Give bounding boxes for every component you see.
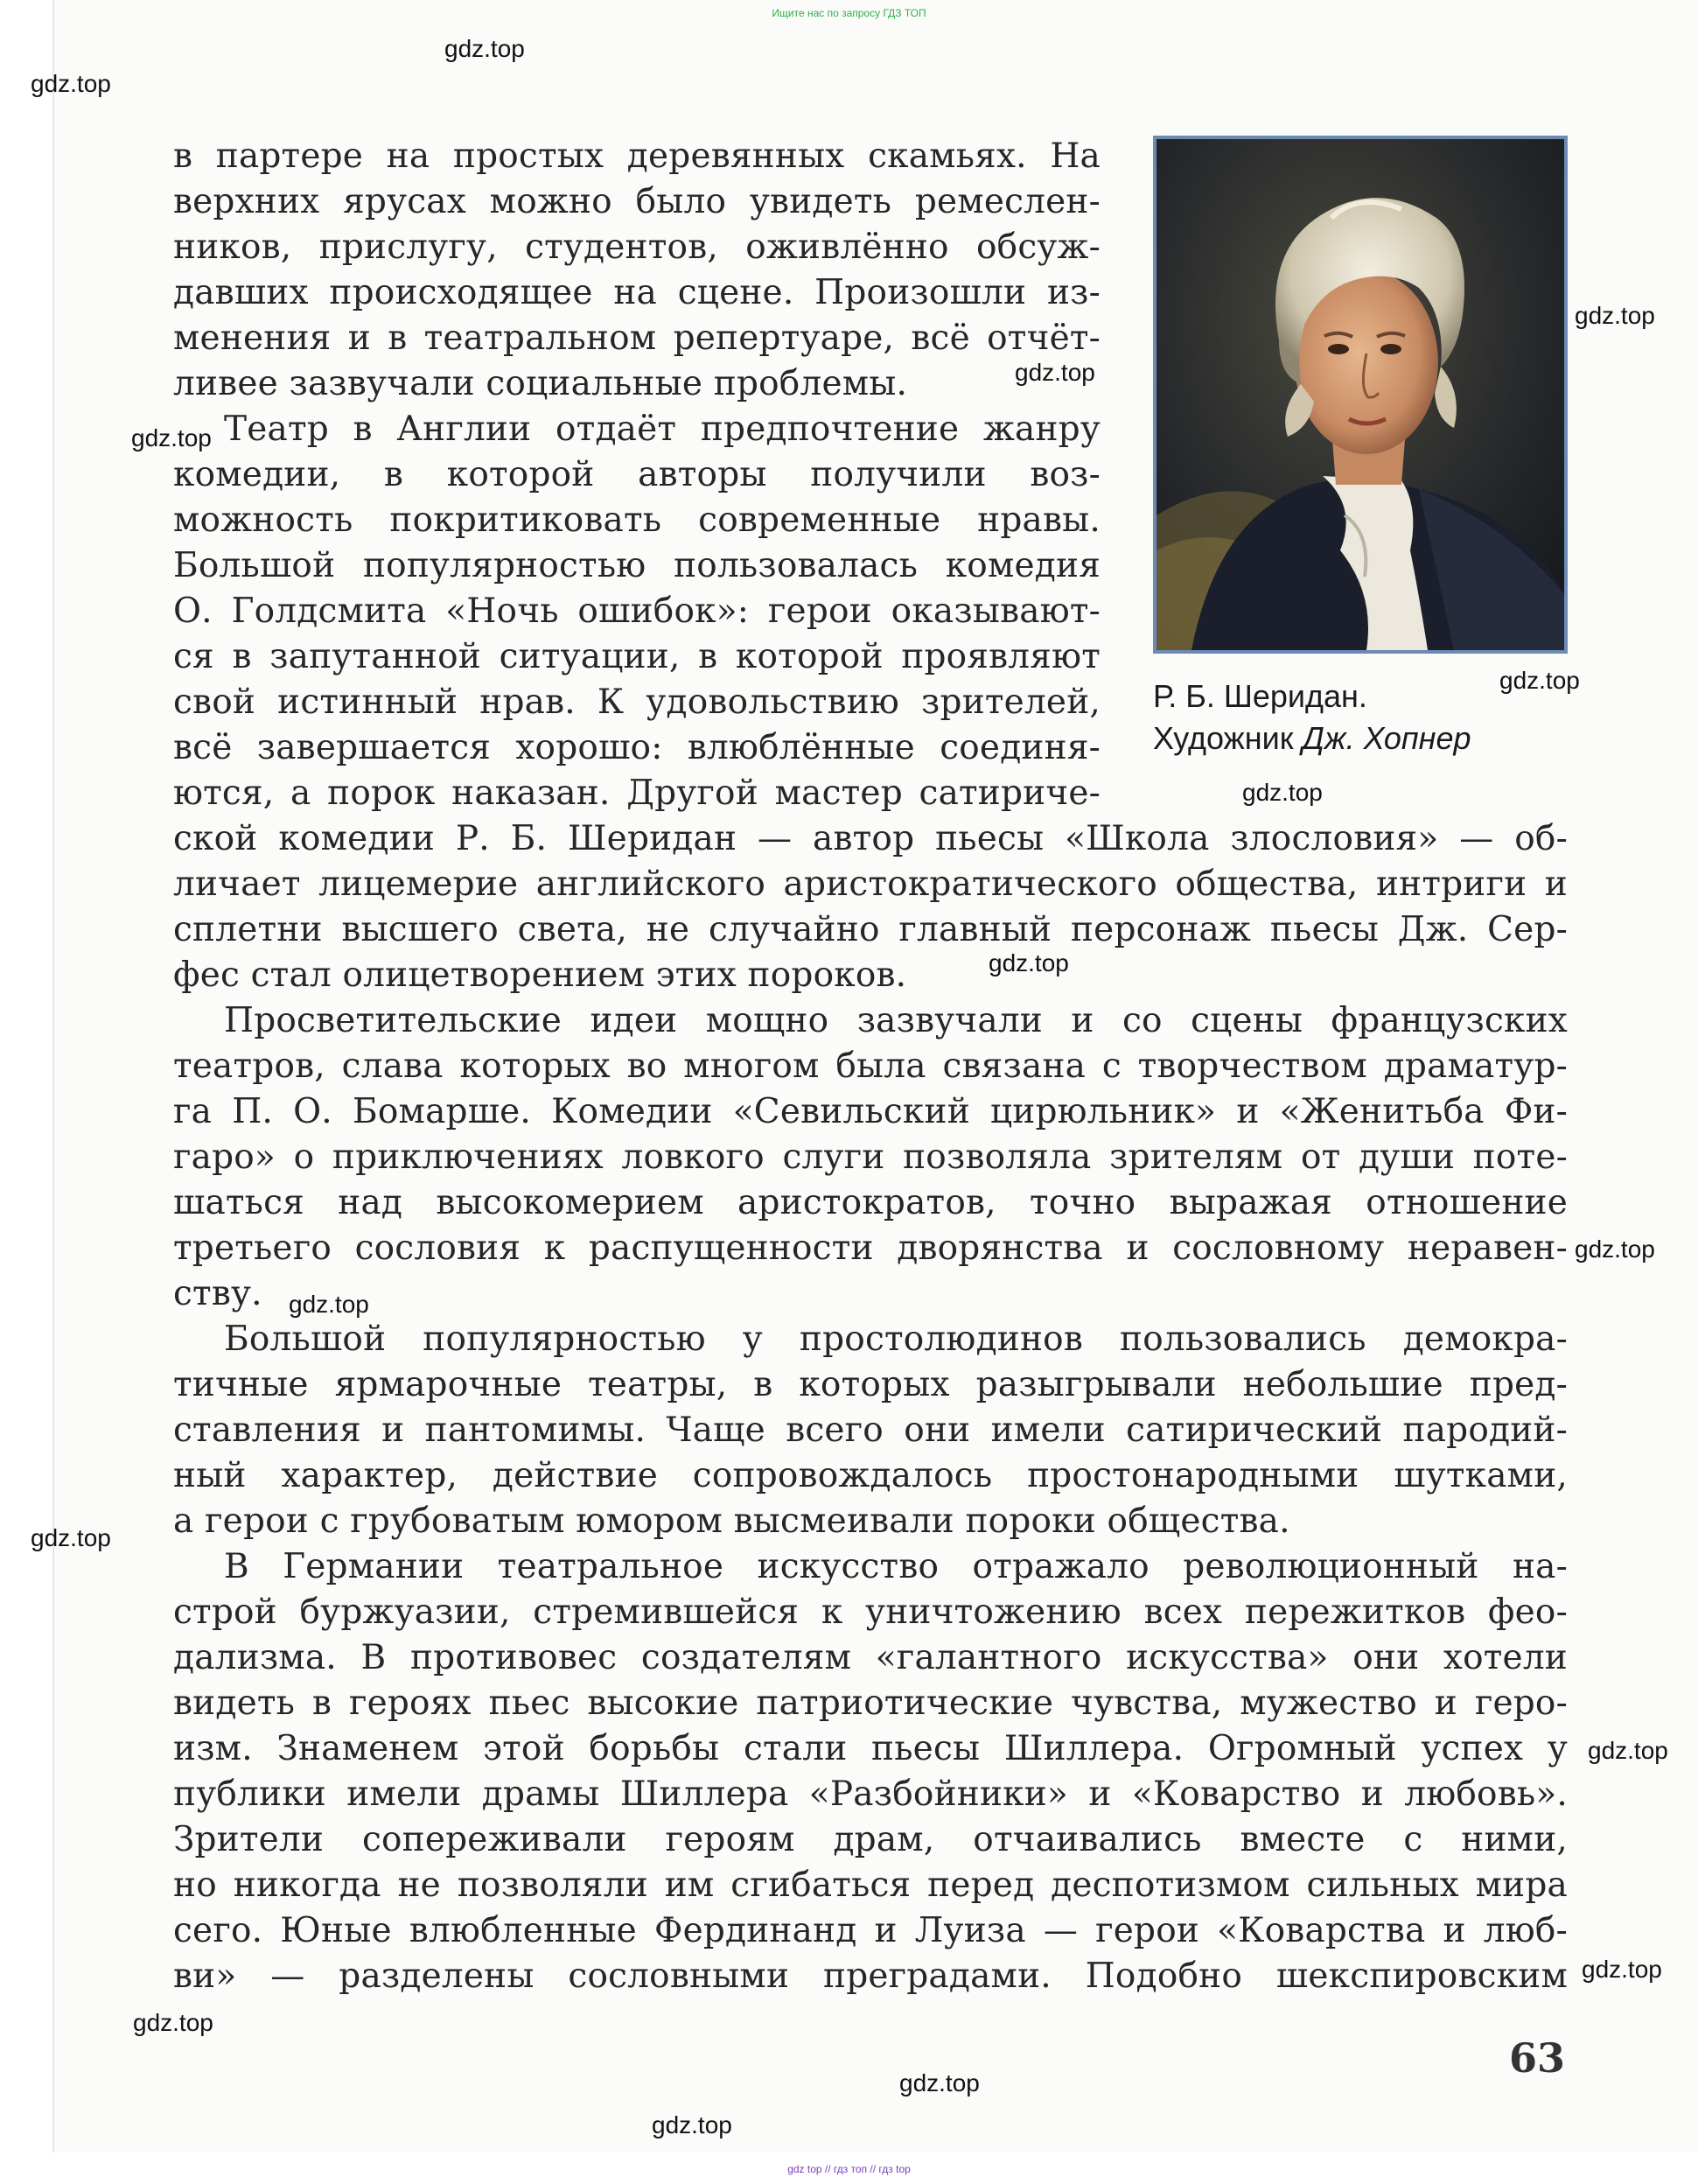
text-line: а герои с грубоватым юмором высмеивали пороки общества.	[173, 1502, 1290, 1541]
text-line: гаро» о приключениях ловкого слуги позволяла зрителям от души поте-	[173, 1138, 1568, 1177]
footer-note: gdz top // гдз топ // гдз top	[787, 2163, 911, 2175]
watermark: gdz.top	[989, 949, 1069, 976]
watermark: gdz.top	[31, 70, 111, 97]
text-line: ставления и пантомимы. Чаще всего они имели сатирический пародий-	[173, 1410, 1568, 1450]
text-line: шаться над высокомерием аристократов, точно выражая отношение	[173, 1183, 1568, 1222]
caption-prefix: Художник	[1153, 720, 1303, 756]
watermark: gdz.top	[444, 35, 525, 62]
text-line: ской комедии Р. Б. Шеридан — автор пьесы «Школа злословия» — об-	[173, 819, 1568, 858]
watermark: gdz.top	[1588, 1737, 1668, 1764]
page-number: 63	[1509, 2034, 1566, 2082]
text-line: ливее зазвучали социальные проблемы.	[173, 364, 908, 403]
watermark: gdz.top	[131, 424, 212, 452]
watermark: gdz.top	[899, 2069, 980, 2096]
text-line: публики имели драмы Шиллера «Разбойники» и «Коварство и любовь».	[173, 1774, 1568, 1814]
text-line: сего. Юные влюбленные Фердинанд и Луиза — герои «Коварства и люб-	[173, 1911, 1568, 1950]
portrait-painting	[1156, 139, 1564, 650]
text-line: видеть в героях пьес высокие патриотические чувства, мужество и геро-	[173, 1684, 1568, 1723]
header-note: Ищите нас по запросу ГДЗ ТОП	[772, 7, 926, 19]
text-line: Театр в Англии отдаёт предпочтение жанру	[224, 410, 1101, 449]
text-line: Просветительские идеи мощно зазвучали и со сцены французских	[224, 1001, 1568, 1040]
text-line: Большой популярностью пользовалась комедия	[173, 546, 1101, 585]
text-line: верхних ярусах можно было увидеть ремеслен-	[173, 182, 1101, 221]
text-line: давших происходящее на сцене. Произошли из-	[173, 273, 1101, 312]
text-line: ный характер, действие сопровождалось простонародными шутками,	[173, 1456, 1568, 1495]
text-line: театров, слава которых во многом была связана с творчеством драматур-	[173, 1046, 1568, 1086]
watermark: gdz.top	[1242, 779, 1323, 806]
text-line: можность покритиковать современные нравы.	[173, 500, 1101, 540]
text-line: ются, а порок наказан. Другой мастер сатириче-	[173, 774, 1101, 813]
portrait-caption-line2	[1153, 720, 1471, 757]
text-line: дализма. В противовес создателям «галантного искусства» они хотели	[173, 1638, 1568, 1677]
text-line: строй буржуазии, стремившейся к уничтожению всех пережитков фео-	[173, 1592, 1568, 1632]
watermark: gdz.top	[652, 2111, 732, 2138]
text-line: фес стал олицетворением этих пороков.	[173, 956, 907, 995]
text-line: комедии, в которой авторы получили воз-	[173, 455, 1101, 494]
watermark: gdz.top	[31, 1524, 111, 1551]
text-line: в партере на простых деревянных скамьях. На	[173, 136, 1101, 176]
text-line: ников, прислугу, студентов, оживлённо обсуж-	[173, 228, 1101, 267]
text-line: ви» — разделены сословными преградами. Подобно шекспировским	[173, 1956, 1568, 1996]
text-line: ся в запутанной ситуации, в которой проявляют	[173, 637, 1101, 676]
text-line: менения и в театральном репертуаре, всё отчёт-	[173, 318, 1101, 358]
text-line: всё завершается хорошо: влюблённые соединя-	[173, 728, 1101, 767]
watermark: gdz.top	[1499, 667, 1580, 694]
watermark: gdz.top	[1015, 359, 1095, 386]
portrait-caption-line1: Р. Б. Шеридан.	[1153, 678, 1367, 714]
caption-artist: Дж. Хопнер	[1302, 720, 1471, 756]
watermark: gdz.top	[1575, 1236, 1655, 1263]
watermark: gdz.top	[1582, 1956, 1662, 1983]
portrait-image	[1153, 136, 1568, 654]
text-line: личает лицемерие английского аристократического общества, интриги и	[173, 864, 1568, 904]
text-line: ству.	[173, 1274, 262, 1313]
watermark: gdz.top	[1575, 302, 1655, 329]
text-line: сплетни высшего света, не случайно главный персонаж пьесы Дж. Сер-	[173, 910, 1568, 949]
text-line: Зрители сопереживали героям драм, отчаивались вместе с ними,	[173, 1820, 1568, 1859]
text-line: изм. Знаменем этой борьбы стали пьесы Шиллера. Огромный успех у	[173, 1729, 1568, 1768]
watermark: gdz.top	[289, 1291, 369, 1318]
text-line: тичные ярмарочные театры, в которых разыгрывали небольшие пред-	[173, 1365, 1568, 1404]
text-line: га П. О. Бомарше. Комедии «Севильский цирюльник» и «Женитьба Фи-	[173, 1092, 1568, 1131]
text-line: но никогда не позволяли им сгибаться перед деспотизмом сильных мира	[173, 1866, 1568, 1905]
text-line: Большой популярностью у простолюдинов пользовались демокра-	[224, 1320, 1568, 1359]
text-line: В Германии театральное искусство отражало революционный на-	[224, 1547, 1568, 1586]
text-line: третьего сословия к распущенности дворянства и сословному нерaвен-	[173, 1228, 1568, 1268]
text-line: свой истинный нрав. К удовольствию зрителей,	[173, 682, 1101, 722]
watermark: gdz.top	[133, 2009, 213, 2036]
text-line: О. Голдсмита «Ночь ошибок»: герои оказывают-	[173, 592, 1101, 631]
